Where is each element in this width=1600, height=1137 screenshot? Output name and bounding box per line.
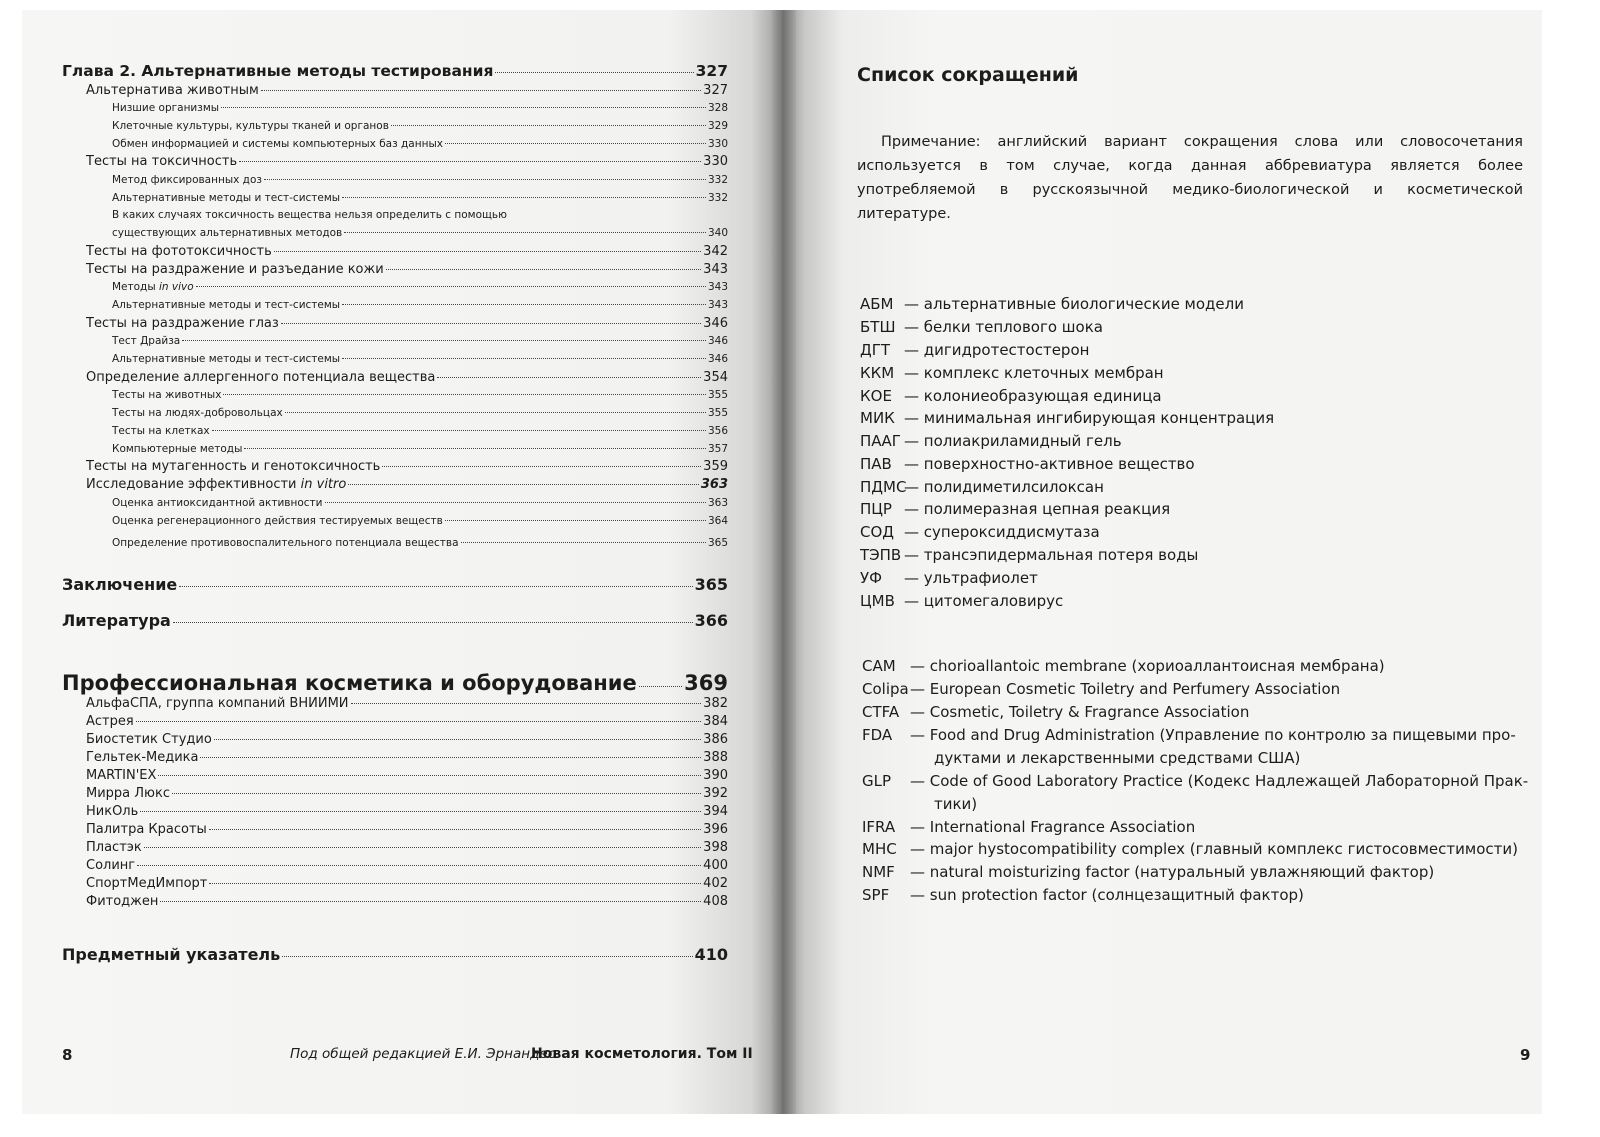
- toc-company[interactable]: Палитра Красоты 396: [86, 822, 728, 837]
- toc-item[interactable]: Тесты на раздражение глаз 346: [86, 316, 728, 331]
- abbr-row: ПЦР — полимеразная цепная реакция: [860, 500, 1171, 518]
- toc-item[interactable]: Компьютерные методы 357: [112, 443, 728, 455]
- abbr-row: УФ — ультрафиолет: [860, 569, 1038, 587]
- abbr-row: NMF — natural moisturizing factor (натуральный увлажняющий фактор): [862, 863, 1435, 881]
- toc-item-line1: В каких случаях токсичность вещества нельзя определить с помощью: [112, 209, 507, 221]
- abbr-row: СОД — супероксиддисмутаза: [860, 523, 1100, 541]
- toc-item[interactable]: Тесты на животных 355: [112, 389, 728, 401]
- toc-item[interactable]: Тест Драйза 346: [112, 335, 728, 347]
- abbr-row: ЦМВ — цитомегаловирус: [860, 592, 1064, 610]
- toc-item[interactable]: Тесты на мутагенность и генотоксичность 359: [86, 459, 728, 474]
- toc-item[interactable]: Тесты на клетках 356: [112, 425, 728, 437]
- abbr-row: ККМ — комплекс клеточных мембран: [860, 364, 1164, 382]
- toc-item[interactable]: Тесты на фототоксичность 342: [86, 244, 728, 259]
- abbr-row: ПАВ — поверхностно-активное вещество: [860, 455, 1195, 473]
- abbreviations-title: Список сокращений: [857, 64, 1079, 86]
- page-number-left: 8: [62, 1046, 73, 1064]
- toc-item[interactable]: Клеточные культуры, культуры тканей и органов 329: [112, 120, 728, 132]
- toc-chapter-2[interactable]: Глава 2. Альтернативные методы тестирования 327: [62, 62, 728, 80]
- abbr-row: SPF — sun protection factor (солнцезащитный фактор): [862, 886, 1304, 904]
- toc-item[interactable]: Тесты на людях-добровольцах 355: [112, 407, 728, 419]
- toc-company[interactable]: Мирра Люкс 392: [86, 786, 728, 801]
- toc-item[interactable]: Исследование эффективности in vitro 363: [86, 477, 728, 492]
- toc-conclusion[interactable]: Заключение 365: [62, 575, 728, 594]
- toc-item[interactable]: Альтернативные методы и тест-системы 346: [112, 353, 728, 365]
- book-title: Новая косметология. Том II: [531, 1046, 753, 1062]
- toc-literature[interactable]: Литература 366: [62, 611, 728, 630]
- editor-credit: Под общей редакцией Е.И. Эрнандес: [290, 1046, 556, 1062]
- toc-item[interactable]: Методы in vivo 343: [112, 281, 728, 293]
- abbr-row: ДГТ — дигидротестостерон: [860, 341, 1090, 359]
- toc-item[interactable]: Тесты на токсичность 330: [86, 154, 728, 169]
- toc-subject-index[interactable]: Предметный указатель 410: [62, 945, 728, 964]
- toc-company[interactable]: MARTIN'EX 390: [86, 768, 728, 783]
- toc-item[interactable]: Определение противовоспалительного потенциала вещества 365: [112, 537, 728, 549]
- abbr-row: КОЕ — колониеобразующая единица: [860, 387, 1162, 405]
- abbr-row: GLP — Code of Good Laboratory Practice (Кодекс Надлежащей Лабораторной Прак-: [862, 772, 1529, 790]
- toc-company[interactable]: Фитоджен 408: [86, 894, 728, 909]
- toc-item[interactable]: Низшие организмы 328: [112, 102, 728, 114]
- abbr-row: FDA — Food and Drug Administration (Управление по контролю за пищевыми про-: [862, 726, 1516, 744]
- toc-company[interactable]: Пластэк 398: [86, 840, 728, 855]
- abbr-row: БТШ — белки теплового шока: [860, 318, 1103, 336]
- toc-item[interactable]: Тесты на раздражение и разъедание кожи 343: [86, 262, 728, 277]
- abbr-row: МИК — минимальная ингибирующая концентрация: [860, 409, 1275, 427]
- abbr-row: ПААГ — полиакриламидный гель: [860, 432, 1122, 450]
- abbreviations-note: Примечание: английский вариант сокращения слова или словосочетания используется в том случае, когда данная аббревиатура является более употребляемой в русскоязычной медико-биологической и косметической литературе.: [857, 134, 1523, 222]
- abbr-row: АБМ — альтернативные биологические модели: [860, 295, 1244, 313]
- toc-item[interactable]: Альтернативные методы и тест-системы 343: [112, 299, 728, 311]
- toc-company[interactable]: Астрея 384: [86, 714, 728, 729]
- toc-company[interactable]: Солинг 400: [86, 858, 728, 873]
- abbr-row: Colipa — European Cosmetic Toiletry and Perfumery Association: [862, 680, 1341, 698]
- toc-company[interactable]: НикОль 394: [86, 804, 728, 819]
- toc-company[interactable]: Гельтек-Медика 388: [86, 750, 728, 765]
- toc-company[interactable]: АльфаСПА, группа компаний ВНИИМИ 382: [86, 696, 728, 711]
- toc-item[interactable]: Оценка регенерационного действия тестируемых веществ 364: [112, 515, 728, 527]
- abbr-row: CAM — chorioallantoic membrane (хориоаллантоисная мембрана): [862, 657, 1385, 675]
- abbr-row: MHC — major hystocompatibility complex (главный комплекс гистосовместимости): [862, 840, 1518, 858]
- toc-professional-cosmetics[interactable]: Профессиональная косметика и оборудование 369: [62, 671, 728, 695]
- toc-item[interactable]: Оценка антиоксидантной активности 363: [112, 497, 728, 509]
- toc-item[interactable]: Метод фиксированных доз 332: [112, 174, 728, 186]
- abbr-row: IFRA — International Fragrance Association: [862, 818, 1196, 836]
- abbr-row-continuation: тики): [934, 795, 978, 813]
- toc-company[interactable]: СпортМедИмпорт 402: [86, 876, 728, 891]
- toc-item[interactable]: существующих альтернативных методов 340: [112, 227, 728, 239]
- page-number-right: 9: [1520, 1046, 1531, 1064]
- toc-item[interactable]: Обмен информацией и системы компьютерных баз данных 330: [112, 138, 728, 150]
- abbr-row: ПДМС — полидиметилсилоксан: [860, 478, 1104, 496]
- toc-item[interactable]: Определение аллергенного потенциала вещества 354: [86, 370, 728, 385]
- toc-company[interactable]: Биостетик Студио 386: [86, 732, 728, 747]
- toc-item[interactable]: Альтернатива животным 327: [86, 83, 728, 98]
- abbr-row: CTFA — Cosmetic, Toiletry & Fragrance Association: [862, 703, 1250, 721]
- book-gutter: [770, 10, 796, 1114]
- abbr-row-continuation: дуктами и лекарственными средствами США): [934, 749, 1301, 767]
- toc-item[interactable]: Альтернативные методы и тест-системы 332: [112, 192, 728, 204]
- abbr-row: ТЭПВ — трансэпидермальная потеря воды: [860, 546, 1199, 564]
